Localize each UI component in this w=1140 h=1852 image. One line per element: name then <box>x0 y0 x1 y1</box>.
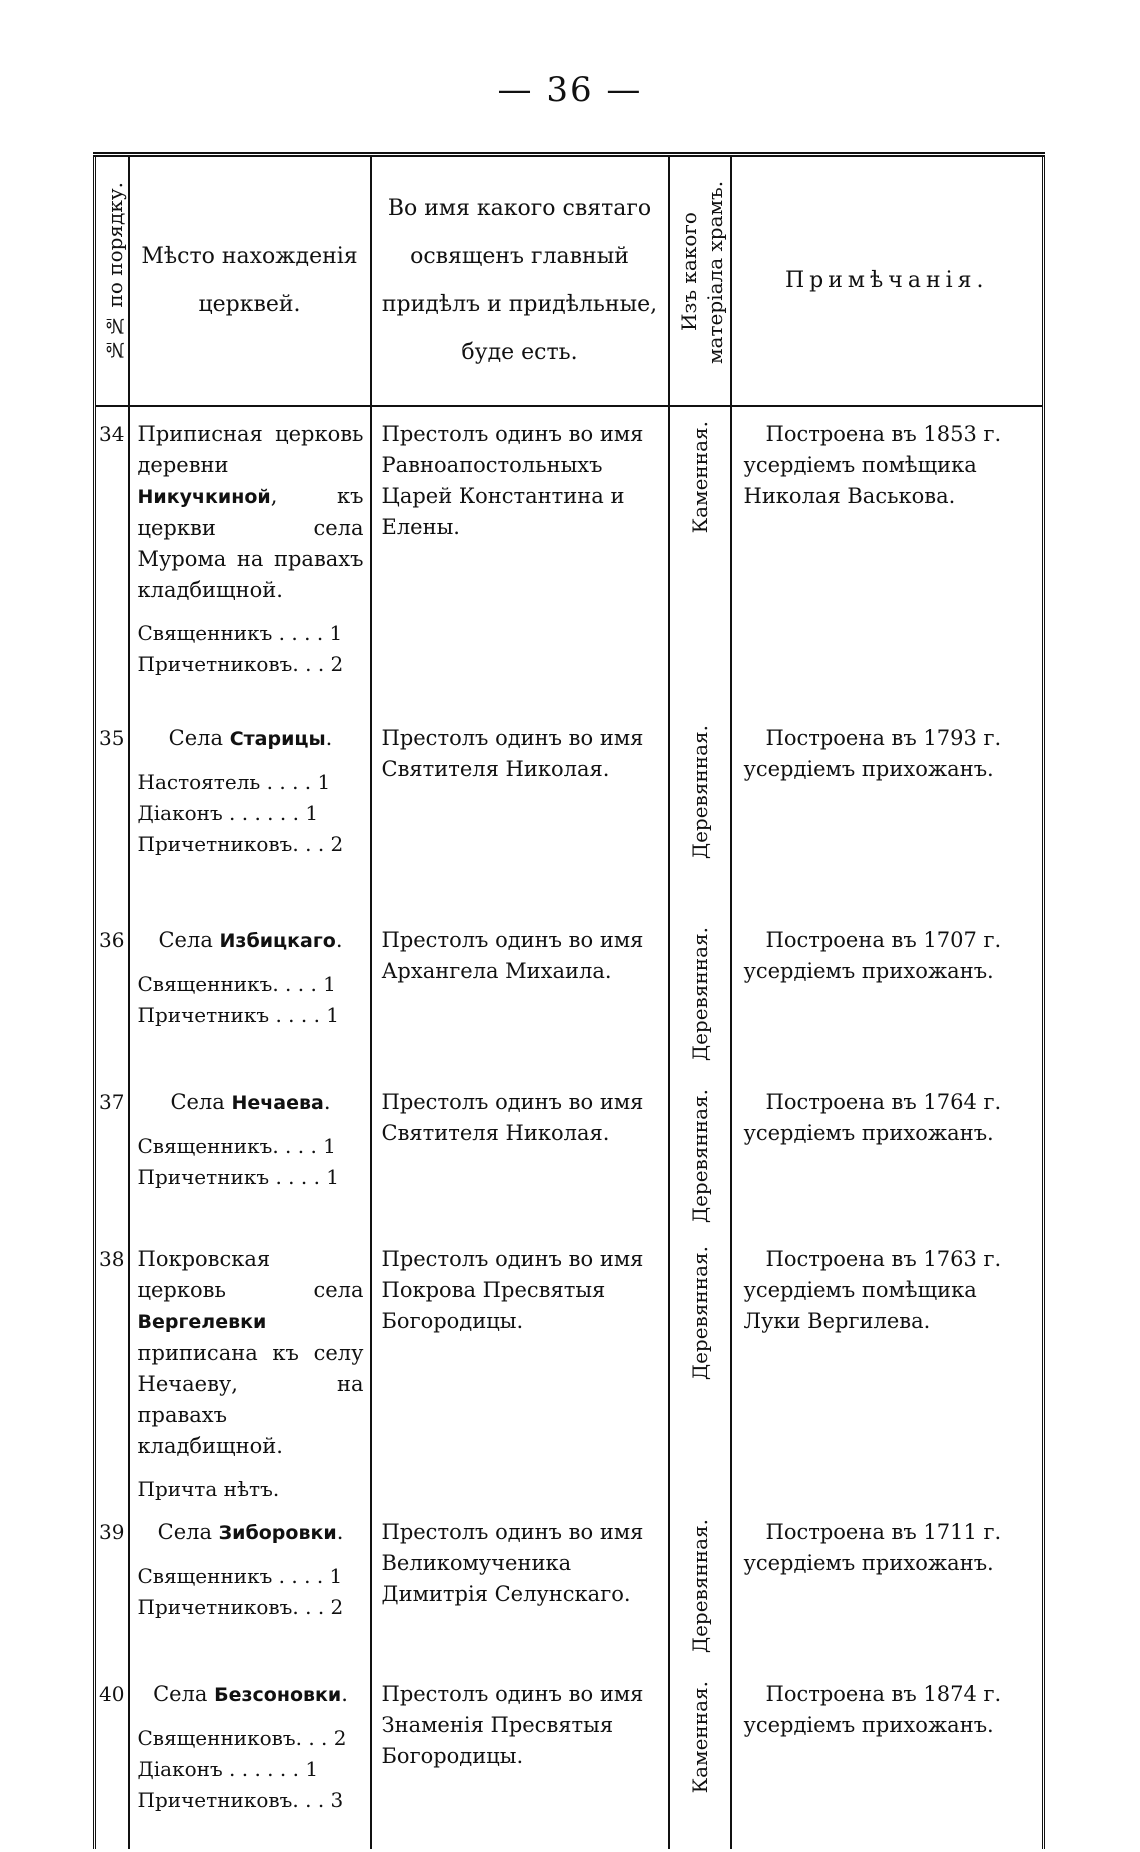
table-row <box>95 1075 1044 1232</box>
place-suffix: . <box>341 1682 348 1707</box>
material-cell <box>669 1232 731 1505</box>
table-row <box>95 913 1044 1075</box>
place-text <box>138 1517 364 1549</box>
place-text <box>138 1244 364 1462</box>
dedication-text: Престолъ одинъ во имя Знаменія Пресвятыя Богородицы. <box>381 1682 644 1769</box>
material-text: Каменная. <box>687 1681 712 1794</box>
header-row <box>95 155 1044 407</box>
material-cell <box>669 1075 731 1232</box>
place-name: Нечаева <box>231 1092 324 1114</box>
notes-cell <box>731 711 1044 913</box>
material-text: Деревянная. <box>687 927 712 1062</box>
place-prefix: Приписная церковь деревни <box>137 422 364 477</box>
material-cell <box>669 1667 731 1849</box>
place-suffix: . <box>325 726 333 750</box>
page-number: — 36 — <box>497 70 643 110</box>
place-name: Вергелевки <box>137 1311 267 1334</box>
note-text: усердіемъ прихожанъ. <box>743 757 994 781</box>
staff-line: Причта нѣтъ. <box>137 1477 280 1502</box>
place-cell <box>129 1232 371 1505</box>
note-year: Построена въ 1707 г. <box>765 928 1002 952</box>
place-prefix: Села <box>153 1682 215 1707</box>
notes-cell <box>731 406 1044 711</box>
staff-list <box>138 969 364 1031</box>
material-text: Деревянная. <box>687 1246 712 1381</box>
staff-line: Діаконъ . . . . . . 1 <box>137 1757 319 1782</box>
notes-cell <box>731 1667 1044 1849</box>
header-dedication: Во имя какого святаго освященъ главный придѣлъ и придѣльные, буде есть. <box>371 155 669 407</box>
row-number: 37 <box>95 1075 129 1232</box>
place-name: Безсоновки <box>214 1684 342 1707</box>
dedication-cell <box>371 1075 669 1232</box>
material-cell <box>669 711 731 913</box>
notes-cell <box>731 1505 1044 1667</box>
staff-line: Причетниковъ. . . 2 <box>137 832 344 856</box>
place-prefix: Села <box>168 726 230 750</box>
place-cell <box>129 913 371 1075</box>
staff-line: Священникъ . . . . 1 <box>137 621 343 645</box>
table-row <box>95 1667 1044 1849</box>
staff-line: Священникъ. . . . 1 <box>137 972 336 996</box>
staff-list <box>138 618 364 680</box>
table-row <box>95 711 1044 913</box>
row-number: 40 <box>95 1667 129 1849</box>
dedication-text: Престолъ одинъ во имя Архангела Михаила. <box>381 928 644 983</box>
dedication-cell <box>371 1505 669 1667</box>
staff-line: Причетниковъ. . . 2 <box>137 652 344 676</box>
material-text: Деревянная. <box>687 1519 712 1654</box>
note-text: усердіемъ помѣщика Луки Вергилева. <box>743 1278 977 1334</box>
material-text: Деревянная. <box>687 725 712 860</box>
material-cell <box>669 1505 731 1667</box>
note-text: усердіемъ прихожанъ. <box>743 1551 994 1576</box>
staff-line: Священникъ . . . . 1 <box>137 1564 343 1589</box>
staff-list <box>138 1723 364 1816</box>
staff-line: Причетниковъ. . . 2 <box>137 1595 344 1620</box>
place-prefix: Села <box>170 1090 232 1114</box>
place-name: Старицы <box>229 728 326 750</box>
dedication-text: Престолъ одинъ во имя Покрова Пресвятыя Богородицы. <box>381 1247 644 1334</box>
place-text <box>138 1087 364 1119</box>
place-text <box>138 419 364 606</box>
dedication-text: Престолъ одинъ во имя Великомученика Димитрія Селунскаго. <box>381 1520 644 1607</box>
staff-line: Причетникъ . . . . 1 <box>137 1165 340 1189</box>
row-number: 39 <box>95 1505 129 1667</box>
header-place: Мѣсто нахожденія церквей. <box>129 155 371 407</box>
table-row <box>95 406 1044 711</box>
staff-line: Причетникъ . . . . 1 <box>137 1003 340 1027</box>
churches-table <box>93 152 1045 1849</box>
place-prefix: Села <box>158 928 220 952</box>
dedication-cell <box>371 711 669 913</box>
place-suffix: . <box>323 1090 331 1114</box>
note-text: усердіемъ прихожанъ. <box>743 1121 994 1145</box>
notes-cell <box>731 1075 1044 1232</box>
place-cell <box>129 1075 371 1232</box>
note-text: усердіемъ помѣщика Николая Васькова. <box>743 453 977 508</box>
material-text: Каменная. <box>687 421 712 534</box>
place-cell <box>129 406 371 711</box>
place-suffix: , къ церкви села Мурома на правахъ кладбищной. <box>137 484 364 602</box>
staff-line: Настоятель . . . . 1 <box>137 770 331 794</box>
place-text <box>138 925 364 957</box>
material-cell <box>669 913 731 1075</box>
note-year: Построена въ 1764 г. <box>765 1090 1002 1114</box>
place-prefix: Села <box>157 1520 219 1545</box>
table-row <box>95 1232 1044 1505</box>
place-name: Зиборовки <box>218 1522 337 1545</box>
place-suffix: . <box>335 928 343 952</box>
dedication-cell <box>371 913 669 1075</box>
place-cell <box>129 1667 371 1849</box>
dedication-cell <box>371 1232 669 1505</box>
material-text: Деревянная. <box>687 1089 712 1224</box>
row-number: 35 <box>95 711 129 913</box>
note-year: Построена въ 1853 г. <box>765 422 1002 446</box>
dedication-text: Престолъ одинъ во имя Равноапостольныхъ Царей Константина и Елены. <box>381 422 644 539</box>
staff-list <box>138 767 364 860</box>
staff-list <box>138 1474 364 1505</box>
table-row <box>95 1505 1044 1667</box>
header-notes: Примѣчанія. <box>731 155 1044 407</box>
note-year: Построена въ 1763 г. <box>765 1247 1002 1272</box>
notes-cell <box>731 1232 1044 1505</box>
row-number: 36 <box>95 913 129 1075</box>
note-text: усердіемъ прихожанъ. <box>743 959 994 983</box>
header-material: Изъ какого матеріала храмъ. <box>669 155 731 407</box>
dedication-cell <box>371 1667 669 1849</box>
place-suffix: . <box>336 1520 344 1545</box>
note-text: усердіемъ прихожанъ. <box>743 1713 994 1738</box>
note-year: Построена въ 1874 г. <box>765 1682 1002 1707</box>
header-num: №№ по порядку. <box>95 155 129 407</box>
staff-line: Священникъ. . . . 1 <box>137 1134 336 1158</box>
place-cell <box>129 711 371 913</box>
place-name: Избицкаго <box>219 930 336 952</box>
row-number: 38 <box>95 1232 129 1505</box>
notes-cell <box>731 913 1044 1075</box>
staff-list <box>138 1131 364 1193</box>
staff-line: Діаконъ . . . . . . 1 <box>137 801 319 825</box>
place-text <box>138 723 364 755</box>
material-cell <box>669 406 731 711</box>
place-text <box>138 1679 364 1711</box>
staff-list <box>138 1561 364 1623</box>
dedication-text: Престолъ одинъ во имя Святителя Николая. <box>381 726 644 781</box>
dedication-text: Престолъ одинъ во имя Святителя Николая. <box>381 1090 644 1145</box>
place-cell <box>129 1505 371 1667</box>
staff-line: Причетниковъ. . . 3 <box>137 1788 344 1813</box>
place-suffix: приписана къ селу Нечаеву, на правахъ кладбищной. <box>137 1341 364 1459</box>
place-name: Никучкиной <box>137 486 271 508</box>
dedication-cell <box>371 406 669 711</box>
note-year: Построена въ 1711 г. <box>765 1520 1002 1545</box>
row-number: 34 <box>95 406 129 711</box>
place-prefix: Покровская церковь села <box>137 1247 364 1303</box>
staff-line: Священниковъ. . . 2 <box>137 1726 347 1751</box>
note-year: Построена въ 1793 г. <box>765 726 1002 750</box>
